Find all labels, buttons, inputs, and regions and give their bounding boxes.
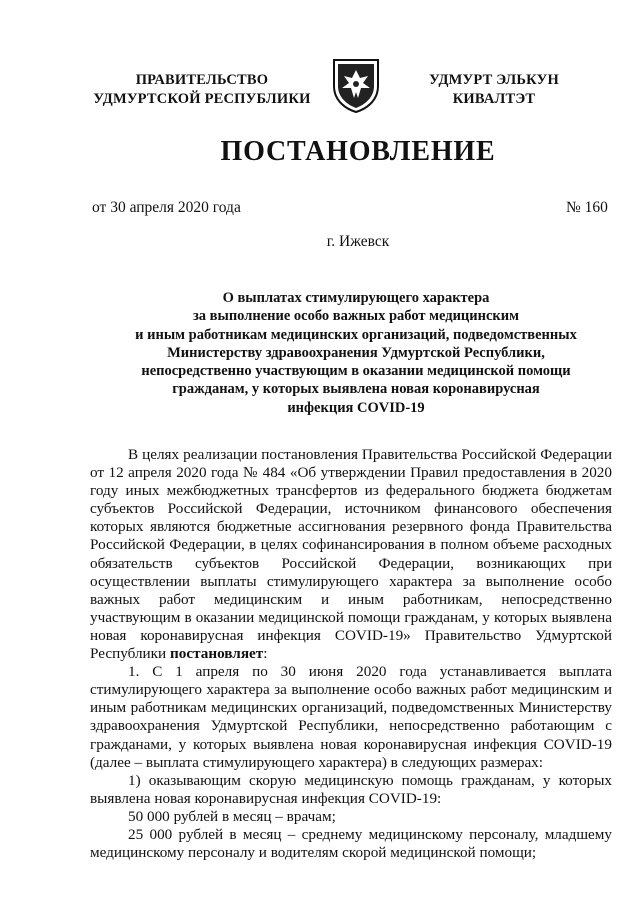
- government-name-udmurt-line1: УДМУРТ ЭЛЬКУН: [429, 72, 559, 88]
- document-number: № 160: [566, 199, 608, 216]
- coat-of-arms-icon: [330, 56, 382, 114]
- subject-line: за выполнение особо важных работ медицинским: [192, 308, 520, 325]
- preamble-colon: :: [263, 645, 268, 663]
- government-name-udmurt-line2: КИВАЛТЭТ: [452, 91, 536, 107]
- subject-line: непосредственно участвующим в оказании медицинской помощи: [141, 363, 571, 380]
- government-name-line2: УДМУРТСКОЙ РЕСПУБЛИКИ: [93, 91, 311, 107]
- government-name-russian: [82, 71, 322, 109]
- document-city: г. Ижевск: [326, 233, 390, 250]
- government-name-udmurt: [404, 71, 584, 109]
- preamble-text: В целях реализации постановления Правительства Российской Федерации от 12 апреля 2020 года № 484 «Об утверждении Правил предоставления в 2020 году иных межбюджетных трансфертов из федерального бюджета бюджетам субъектов Российской Федерации, источником финансового обеспечения которых являются бюджетные ассигнования резервного фонда Правительства Российской Федерации, в целях софинансирования в полном объеме расходных обязательств субъектов Российской Федерации, возникающих при осуществлении выплаты стимулирующего характера за выполнение особо важных работ медицинским и иным работникам, непосредственно участвующим в оказании медицинской помощи гражданам, у которых выявлена новая коронавирусная инфекция COVID-19» Правительство Удмуртской Республики: [90, 446, 612, 663]
- document-date: от 30 апреля 2020 года: [92, 199, 241, 216]
- body-paragraph-item-1: 1. С 1 апреля по 30 июня 2020 года устанавливается выплата стимулирующего характера за выполнение особо важных работ медицинским и иным работникам медицинских организаций, подведомственных Министерству здравоохранения Удмуртской Республики, непосредственно работающим с гражданами, у которых выявлена новая коронавирусная инфекция COVID-19 (далее – выплата стимулирующего характера) в следующих размерах:: [90, 663, 612, 771]
- subject-line: инфекция COVID-19: [287, 399, 425, 416]
- decree-keyword: постановляет: [170, 645, 264, 663]
- body-paragraph-preamble: [90, 446, 612, 663]
- subject-line: и иным работникам медицинских организаций, подведомственных: [135, 326, 577, 343]
- body-paragraph-rate-staff: 25 000 рублей в месяц – среднему медицинскому персоналу, младшему медицинскому персоналу и водителям скорой медицинской помощи;: [90, 825, 612, 862]
- document-body: [90, 446, 612, 862]
- document-subject: [90, 289, 622, 417]
- subject-line: О выплатах стимулирующего характера: [222, 290, 490, 306]
- document-title: ПОСТАНОВЛЕНИЕ: [220, 136, 496, 167]
- subject-line: гражданам, у которых выявлена новая коронавирусная: [172, 381, 540, 398]
- body-paragraph-rate-doctors: 50 000 рублей в месяц – врачам;: [128, 807, 336, 825]
- body-paragraph-subitem-1: 1) оказывающим скорую медицинскую помощь гражданам, у которых выявлена новая коронавирусная инфекция COVID-19:: [90, 771, 612, 807]
- subject-line: Министерству здравоохранения Удмуртской Республики,: [167, 344, 545, 361]
- government-name-line1: ПРАВИТЕЛЬСТВО: [135, 72, 269, 88]
